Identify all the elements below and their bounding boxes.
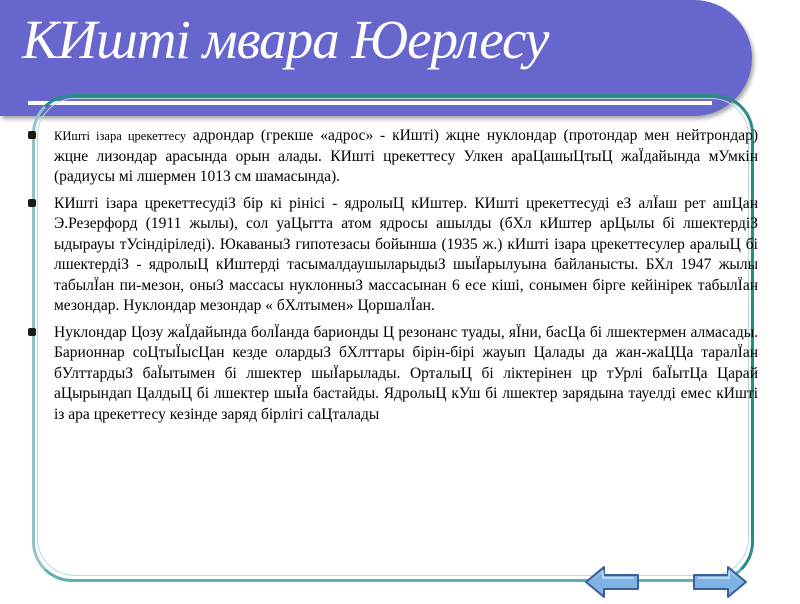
paragraph-text: КИшті ізара црекеттесудіЗ бір кі рінісі - ядролыЦ кИштер. КИшті црекеттесуді еЗ алЇаш рет ашЦан Э.Резерфорд (1911 жылы), сол уаЦытта атом ядросы ашылды (бХл кИштер арЦылы бі лшектердіЗ ыдырауы тУсіндіріледі). ЮкаваныЗ гипотезасы бойынша (1935 ж.) кИшті ізара црекеттесулер аралыЦ бі лшектердіЗ - ядролыЦ кИштерді тасымалдаушыларыдыЗ шыЇарылуына байланысты. БХл 1947 жылы табылЇан пи-мезон, оныЗ массасы нуклонныЗ массасынан 6 есе кіші, сонымен бірге кейінірек табылЇан мезондар. Нуклондар мезондар « бХлтымен» ЦоршалЇан. [54, 194, 758, 314]
paragraph-2 [54, 194, 758, 317]
next-slide-button[interactable] [692, 565, 748, 599]
paragraph-text: адрондар (грекше «адрос» - кИшті) жцне нуклондар (протондар мен нейтрондар) жцне лизондар арасында орын алады. КИшті црекеттесу Улкен араЦашыЦтыЦ жаЇдайында мУмкін (радиусы мі лшермен 1013 см шамасында). [54, 127, 758, 185]
arrow-left-icon [584, 565, 640, 599]
paragraph-text: Нуклондар Цозу жаЇдайында болЇанда барионды Ц резонанс туады, яЇни, басЦа бі лшектермен алмасады. Барионнар соЦтыЇысЦан кезде олардыЗ бХлттары бірін-бірі жауып Цалады да жан-жаЦЦа таралЇан бУлттардыЗ баЇытымен бі лшектер шыЇарылады. ОрталыЦ бі ліктерінен цр тУрлі баЇытЦа Царай аЦырындап ЦалдыЦ бі лшектер шыЇа бастайды. ЯдролыЦ кУш бі лшектер зарядына тауелді емес кИшті із ара црекеттесу кезінде заряд бірлігі саЦталады [54, 323, 758, 423]
bullet-icon [28, 328, 36, 336]
bullet-icon [28, 131, 36, 139]
paragraph-3 [54, 323, 758, 426]
paragraph-lead: КИшті ізара црекеттесу [54, 129, 187, 143]
slide-body [54, 126, 758, 431]
previous-slide-button[interactable] [584, 565, 640, 599]
arrow-right-icon [692, 565, 748, 599]
paragraph-1 [54, 126, 758, 188]
slide-title: КИшті мвара Юерлесу [22, 9, 549, 70]
bullet-icon [28, 199, 36, 207]
